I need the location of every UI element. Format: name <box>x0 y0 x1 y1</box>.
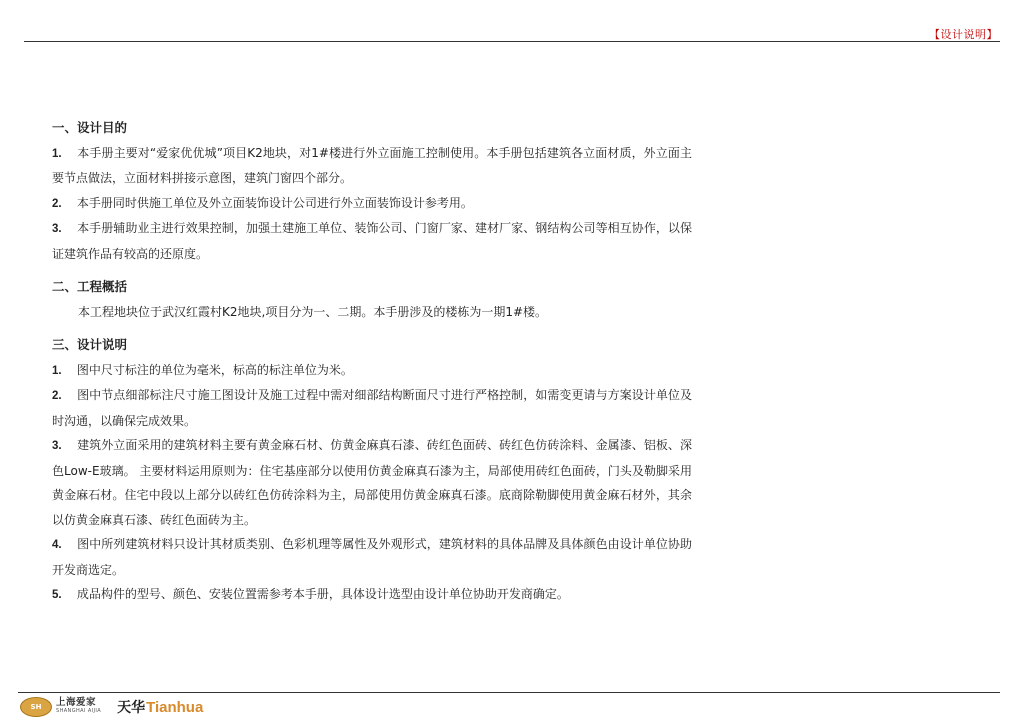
shanghai-aijia-logo-text: 上海爱家 <box>56 697 97 708</box>
section-title: 三、设计说明 <box>52 337 128 352</box>
tianhua-logo-en: Tianhua <box>146 699 204 716</box>
item-number: 4. <box>52 539 62 551</box>
item-number: 2. <box>52 197 62 210</box>
tianhua-logo <box>117 697 203 717</box>
item-text: 图中节点细部标注尺寸施工图设计及施工过程中需对细部结构断面尺寸进行严格控制，如需变更请与方案设计单位及时沟通，以确保完成效果。 <box>52 388 692 428</box>
section-design-notes <box>52 333 692 608</box>
item-number: 1. <box>52 147 62 160</box>
header-divider <box>24 41 1000 42</box>
list-item <box>52 141 692 191</box>
item-text: 建筑外立面采用的建筑材料主要有黄金麻石材、仿黄金麻真石漆、砖红色面砖、砖红色仿砖涂料、金属漆、铝板、深色Low-E玻璃。 主要材料运用原则为：住宅基座部分以使用仿黄金麻真石漆为主，局部使用砖红色面砖，门头及勒脚采用黄金麻石材。住宅中段以上部分以砖红色仿砖涂料为主，局部使用仿黄金麻真石漆。底商除勒脚使用黄金麻石材外，其余以仿黄金麻真石漆、砖红色面砖为主。 <box>52 438 692 527</box>
section-title: 一、设计目的 <box>52 120 128 135</box>
list-item <box>52 383 692 433</box>
item-text: 本手册辅助业主进行效果控制，加强土建施工单位、装饰公司、门窗厂家、建材厂家、钢结构公司等相互协作，以保证建筑作品有较高的还原度。 <box>52 221 692 261</box>
header-tag: 【设计说明】 <box>929 28 998 41</box>
item-number: 3. <box>52 440 62 452</box>
list-item <box>52 433 692 532</box>
item-number: 5. <box>52 589 62 601</box>
list-item <box>52 191 692 217</box>
item-text: 图中所列建筑材料只设计其材质类别、色彩机理等属性及外观形式，建筑材料的具体品牌及具体颜色由设计单位协助开发商选定。 <box>52 537 692 577</box>
tianhua-logo-cn: 天华 <box>117 700 146 716</box>
shanghai-aijia-logo <box>56 698 101 716</box>
list-item <box>52 532 692 582</box>
footer-divider <box>18 692 1000 693</box>
section-design-purpose <box>52 116 692 266</box>
item-number: 2. <box>52 390 62 402</box>
item-number: 1. <box>52 364 62 377</box>
list-item <box>52 216 692 266</box>
shanghai-aijia-logo-icon: SH <box>20 697 52 717</box>
shanghai-aijia-logo-subtext: SHANGHAI AIJIA <box>56 708 102 714</box>
footer-logos <box>20 696 203 718</box>
document-body <box>52 116 692 617</box>
item-text: 本手册同时供施工单位及外立面装饰设计公司进行外立面装饰设计参考用。 <box>76 195 473 210</box>
item-text: 本手册主要对“爱家优优城”项目K2地块，对1#楼进行外立面施工控制使用。本手册包括建筑各立面材质，外立面主要节点做法，立面材料拼接示意图，建筑门窗四个部分。 <box>52 145 692 185</box>
item-text: 图中尺寸标注的单位为毫米，标高的标注单位为米。 <box>76 362 353 377</box>
list-item <box>52 358 692 384</box>
overview-text: 本工程地块位于武汉红霞村K2地块,项目分为一、二期。本手册涉及的楼栋为一期1#楼。 <box>78 304 548 319</box>
section-project-overview <box>52 275 692 324</box>
section-title: 二、工程概括 <box>52 279 128 294</box>
item-text: 成品构件的型号、颜色、安装位置需参考本手册，具体设计选型由设计单位协助开发商确定。 <box>76 587 569 601</box>
item-number: 3. <box>52 223 62 235</box>
list-item <box>52 582 692 608</box>
